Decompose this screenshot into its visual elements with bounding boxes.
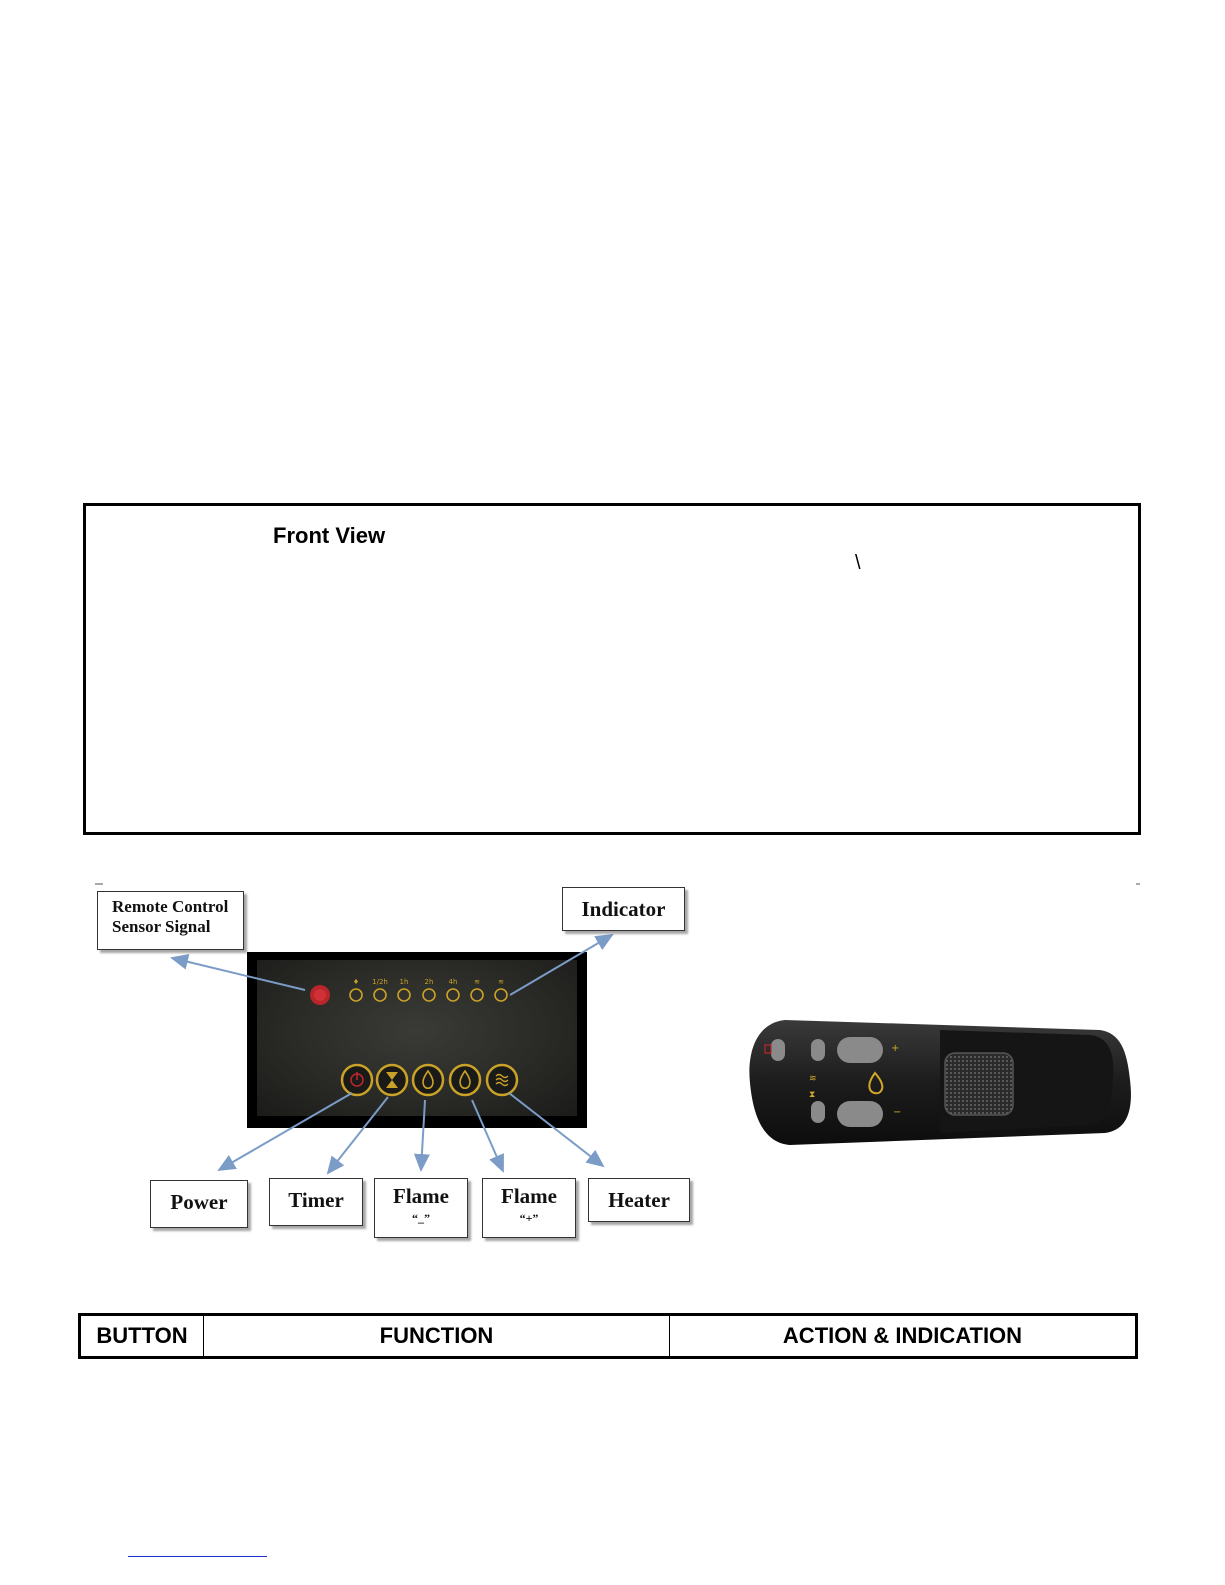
remote-button [837,1101,883,1127]
remote-button [771,1039,785,1061]
indicator-led [447,989,459,1001]
power-button [342,1065,372,1095]
table-header-action: ACTION & INDICATION [782,1323,1023,1348]
label-remote-sensor [97,891,244,950]
label-remote-line1: Remote Control [112,897,229,916]
label-remote-line2: Sensor Signal [112,917,211,936]
remote-button [837,1037,883,1063]
label-flame-minus-sub: “_” [412,1211,430,1225]
indicator-label-1h: 1h [399,978,409,986]
indicator-label-4h: 4h [448,978,458,986]
corner-mark [95,883,103,885]
indicator-label-half: 1/2h [372,978,388,986]
indicator-leds [350,989,507,1001]
label-heater: Heater [588,1178,690,1222]
svg-text:≋: ≋ [809,1074,817,1084]
label-flame-plus [482,1178,576,1238]
indicator-led [471,989,483,1001]
remote-control-image [745,1015,1135,1150]
button-function-table [78,1313,1138,1359]
indicator-led [374,989,386,1001]
front-view-title: Front View [273,523,386,548]
timer-button [377,1065,407,1095]
label-power: Power [150,1180,248,1228]
indicator-label-heat-low: ≋ [474,978,480,986]
front-view-box [83,503,1141,835]
label-flame-minus [374,1178,468,1238]
control-panel-image [247,952,587,1128]
remote-speaker-grille [945,1053,1013,1115]
label-indicator: Indicator [562,887,685,931]
svg-text:−: − [893,1107,902,1118]
corner-mark [1136,883,1140,885]
footer-link-line[interactable] [128,1556,267,1557]
indicator-label-heat-high: ≋ [498,978,504,986]
table-header-button: BUTTON [81,1316,204,1356]
indicator-label-flame: ♦ [352,978,360,986]
svg-text:+: + [891,1043,900,1054]
stray-mark: \ [855,552,861,574]
label-timer: Timer [269,1178,363,1226]
indicator-label-2h: 2h [424,978,434,986]
label-flame-minus-title: Flame [393,1184,449,1208]
control-buttons [342,1065,517,1095]
control-panel-graphics [247,952,587,1128]
remote-button [811,1039,825,1061]
remote-button [811,1101,825,1123]
indicator-led [398,989,410,1001]
svg-text:⧗: ⧗ [809,1090,816,1100]
label-flame-plus-sub: “+” [519,1211,539,1225]
label-flame-plus-title: Flame [501,1184,557,1208]
table-header-function: FUNCTION [204,1316,670,1356]
heater-button [487,1065,517,1095]
indicator-led [350,989,362,1001]
indicator-led [423,989,435,1001]
flame-plus-button [450,1065,480,1095]
indicator-led [495,989,507,1001]
flame-minus-button [413,1065,443,1095]
